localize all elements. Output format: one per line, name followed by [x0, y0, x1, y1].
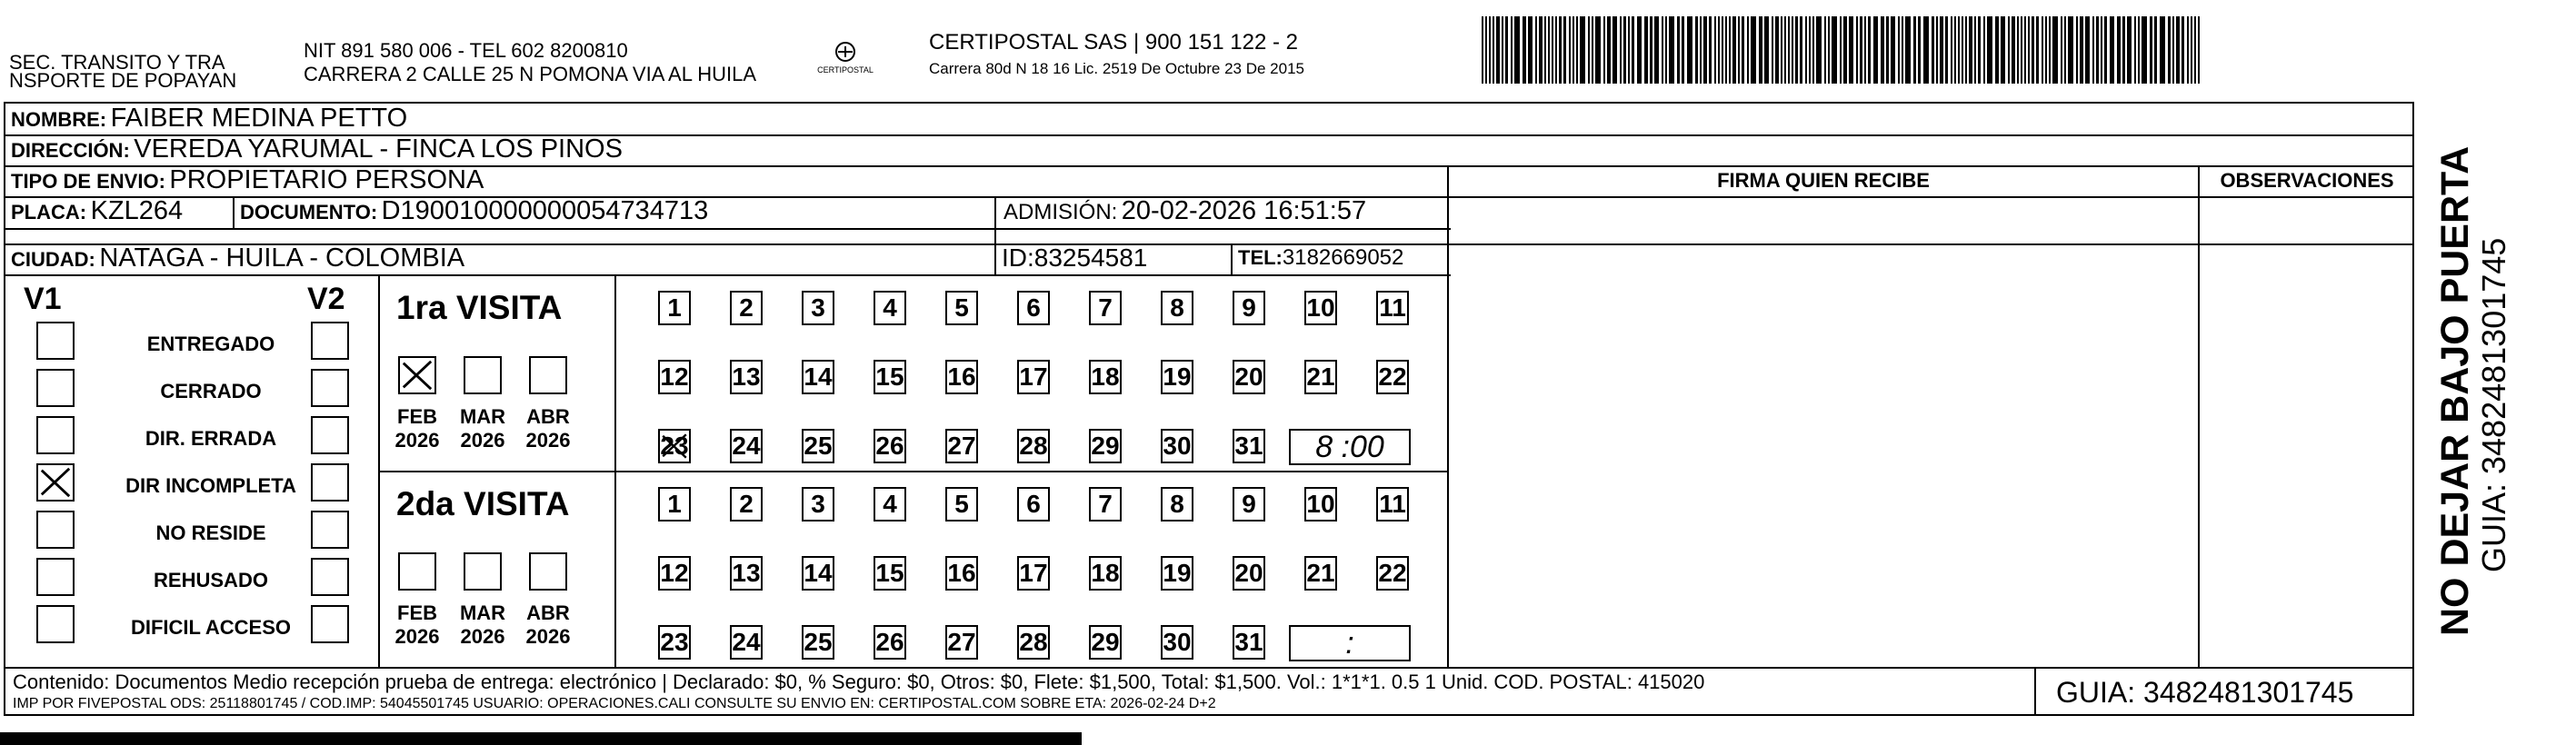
day-box[interactable] — [945, 291, 978, 325]
day-number: 5 — [954, 293, 969, 322]
placa-label: PLACA: — [11, 201, 87, 224]
day-box[interactable] — [730, 291, 763, 325]
day-number: 16 — [947, 559, 976, 587]
nombre-label: NOMBRE: — [11, 108, 107, 131]
day-box[interactable] — [1161, 487, 1193, 522]
day-number: 19 — [1163, 363, 1192, 391]
day-box[interactable] — [802, 429, 834, 463]
day-number: 9 — [1242, 293, 1256, 322]
day-number: 26 — [875, 628, 904, 656]
nombre-value: FAIBER MEDINA PETTO — [110, 104, 408, 133]
day-number: 28 — [1019, 628, 1048, 656]
day-box[interactable] — [802, 291, 834, 325]
tipo-row — [11, 165, 484, 195]
admision-label: ADMISIÓN: — [1003, 200, 1118, 224]
month-checkbox[interactable] — [529, 356, 567, 394]
day-number: 30 — [1163, 628, 1192, 656]
month-checkbox[interactable] — [529, 552, 567, 591]
direccion-row — [11, 134, 623, 164]
day-box[interactable] — [1304, 487, 1337, 522]
visit-title: 2da VISITA — [396, 485, 570, 522]
day-number: 14 — [804, 363, 833, 391]
day-box[interactable] — [1304, 360, 1337, 394]
day-box[interactable] — [874, 360, 906, 394]
day-number: 22 — [1378, 559, 1407, 587]
month-checkbox[interactable] — [398, 552, 436, 591]
day-number: 25 — [804, 628, 833, 656]
ciudad-row — [11, 243, 464, 273]
day-box[interactable] — [874, 429, 906, 463]
day-number: 7 — [1098, 293, 1113, 322]
day-box[interactable] — [1089, 625, 1122, 660]
day-number: 14 — [804, 559, 833, 587]
day-box[interactable] — [1017, 556, 1050, 591]
v1-label: V1 — [24, 282, 62, 316]
day-box[interactable] — [658, 487, 691, 522]
day-box[interactable] — [874, 291, 906, 325]
day-number: 15 — [875, 559, 904, 587]
day-number: 12 — [660, 363, 689, 391]
day-box[interactable] — [658, 429, 691, 463]
scan-edge — [0, 732, 1082, 745]
certipostal-logo — [809, 38, 882, 84]
day-number: 1 — [667, 293, 682, 322]
day-number: 19 — [1163, 559, 1192, 587]
month-year: 2026 — [525, 429, 571, 452]
day-number: 26 — [875, 432, 904, 460]
day-number: 29 — [1091, 628, 1120, 656]
day-number: 8 — [1170, 293, 1184, 322]
month-name: MAR — [459, 601, 506, 624]
v1-checkbox[interactable] — [36, 416, 75, 454]
side-line-2: GUIA: 3482481301745 — [2475, 237, 2512, 572]
day-box[interactable] — [1376, 556, 1409, 591]
nit-line: NIT 891 580 006 - TEL 602 8200810 — [304, 39, 628, 62]
day-box[interactable] — [802, 360, 834, 394]
day-box[interactable] — [730, 556, 763, 591]
footer-guia: GUIA: 3482481301745 — [2056, 676, 2354, 709]
day-box[interactable] — [1017, 429, 1050, 463]
v2-checkbox[interactable] — [311, 416, 349, 454]
day-number: 28 — [1019, 432, 1048, 460]
status-reason-label: CERRADO — [160, 380, 262, 402]
day-box[interactable] — [1376, 291, 1409, 325]
status-reason-label: ENTREGADO — [146, 333, 275, 355]
day-number: 21 — [1306, 363, 1335, 391]
day-number: 8 — [1170, 490, 1184, 518]
v1-checkbox[interactable] — [36, 511, 75, 549]
time-box[interactable]: : — [1289, 625, 1411, 661]
tel-row — [1238, 245, 1403, 271]
tipo-label: TIPO DE ENVIO: — [11, 170, 165, 193]
day-number: 17 — [1019, 559, 1048, 587]
month-year: 2026 — [460, 429, 505, 452]
day-number: 9 — [1242, 490, 1256, 518]
day-number: 20 — [1234, 559, 1263, 587]
side-line-1: NO DEJAR BAJO PUERTA — [2433, 145, 2477, 636]
agency-line-1: SEC. TRANSITO Y TRA — [9, 51, 225, 74]
day-number: 30 — [1163, 432, 1192, 460]
day-box[interactable] — [1304, 556, 1337, 591]
day-number: 20 — [1234, 363, 1263, 391]
day-number: 7 — [1098, 490, 1113, 518]
day-number: 10 — [1306, 490, 1335, 518]
month-name: FEB — [397, 601, 437, 624]
day-box[interactable] — [1233, 291, 1265, 325]
day-number: 13 — [732, 559, 761, 587]
placa-value: KZL264 — [90, 196, 184, 225]
direccion-label: DIRECCIÓN: — [11, 139, 130, 162]
day-box[interactable] — [1161, 291, 1193, 325]
day-number: 6 — [1026, 490, 1041, 518]
day-box[interactable] — [945, 487, 978, 522]
month-label — [455, 601, 510, 649]
day-number: 2 — [739, 490, 754, 518]
day-box[interactable] — [1304, 291, 1337, 325]
barcode — [1482, 16, 2209, 84]
day-box[interactable] — [730, 625, 763, 660]
day-number: 6 — [1026, 293, 1041, 322]
signature-area[interactable] — [1451, 196, 2196, 665]
month-year: 2026 — [460, 625, 505, 648]
v1-checkbox[interactable] — [36, 558, 75, 596]
observaciones-header: OBSERVACIONES — [2220, 169, 2394, 192]
agency-line-2: NSPORTE DE POPAYAN — [9, 69, 237, 92]
day-box[interactable] — [945, 429, 978, 463]
tel-label: TEL: — [1238, 246, 1283, 269]
tipo-value: PROPIETARIO PERSONA — [169, 165, 484, 194]
day-number: 3 — [811, 490, 825, 518]
day-box[interactable] — [1161, 625, 1193, 660]
v2-checkbox[interactable] — [311, 605, 349, 643]
month-year: 2026 — [525, 625, 571, 648]
month-label — [521, 601, 575, 649]
day-box[interactable] — [802, 487, 834, 522]
day-number: 13 — [732, 363, 761, 391]
day-box[interactable] — [1233, 487, 1265, 522]
day-box[interactable] — [1161, 360, 1193, 394]
documento-value: D190010000000054734713 — [381, 196, 709, 225]
day-box[interactable] — [730, 360, 763, 394]
month-label — [455, 405, 510, 452]
status-reason-label: DIR INCOMPLETA — [125, 474, 296, 497]
id-row — [1002, 243, 1147, 273]
day-box[interactable] — [1089, 291, 1122, 325]
day-box[interactable] — [802, 556, 834, 591]
day-box[interactable] — [1089, 360, 1122, 394]
day-box[interactable] — [945, 625, 978, 660]
v2-checkbox[interactable] — [311, 463, 349, 502]
day-number: 1 — [667, 490, 682, 518]
side-text — [2434, 127, 2512, 636]
month-name: ABR — [526, 405, 570, 428]
day-number: 11 — [1379, 293, 1406, 322]
day-number: 16 — [947, 363, 976, 391]
day-number: 12 — [660, 559, 689, 587]
day-number: 4 — [883, 293, 897, 322]
day-number: 4 — [883, 490, 897, 518]
day-box[interactable] — [1233, 625, 1265, 660]
day-check-mark — [660, 431, 689, 462]
company-name: CERTIPOSTAL SAS | 900 151 122 - 2 — [929, 30, 1298, 55]
nombre-row — [11, 104, 407, 134]
day-box[interactable] — [1161, 556, 1193, 591]
day-number: 29 — [1091, 432, 1120, 460]
v2-checkbox[interactable] — [311, 511, 349, 549]
id-label: ID: — [1002, 243, 1034, 272]
tel-value: 3182669052 — [1282, 245, 1404, 270]
day-box[interactable] — [1017, 625, 1050, 660]
day-number: 24 — [732, 628, 761, 656]
day-box[interactable] — [658, 360, 691, 394]
v1-checkbox[interactable] — [36, 463, 75, 502]
day-box[interactable] — [1089, 556, 1122, 591]
status-reason-label: DIR. ERRADA — [145, 427, 277, 450]
day-number: 2 — [739, 293, 754, 322]
day-box[interactable] — [658, 625, 691, 660]
day-number: 5 — [954, 490, 969, 518]
day-number: 27 — [947, 628, 976, 656]
v1-checkbox[interactable] — [36, 322, 75, 360]
day-number: 22 — [1378, 363, 1407, 391]
month-checkbox[interactable] — [398, 356, 436, 394]
v2-checkbox[interactable] — [311, 322, 349, 360]
day-box[interactable] — [1233, 429, 1265, 463]
day-box[interactable] — [802, 625, 834, 660]
firma-header: FIRMA QUIEN RECIBE — [1717, 169, 1930, 192]
day-number: 3 — [811, 293, 825, 322]
day-box[interactable] — [1017, 487, 1050, 522]
footer-imp: IMP POR FIVEPOSTAL ODS: 25118801745 / COD.IMP: 54045501745 USUARIO: OPERACIONES.CALI CONSULTE SU ENVIO EN: CERTIPOSTAL.COM SOBRE ETA: 2026-02-24 D+2 — [13, 696, 1216, 711]
footer-contenido: Contenido: Documentos Medio recepción prueba de entrega: electrónico | Declarado: $0, % Seguro: $0, Otros: $0, Flete: $1,500, Total: $1,500. Vol.: 1*1*1. 0.5 1 Unid. COD. POSTAL: 415020 — [13, 670, 1705, 693]
documento-label: DOCUMENTO: — [240, 201, 378, 224]
admision-row — [1003, 196, 1366, 226]
time-box[interactable]: 8 :00 — [1289, 429, 1411, 465]
day-box[interactable] — [730, 429, 763, 463]
month-label — [390, 601, 444, 649]
placa-row — [11, 196, 183, 226]
admision-value: 20-02-2026 16:51:57 — [1121, 196, 1367, 225]
month-checkbox[interactable] — [464, 356, 502, 394]
ciudad-label: CIUDAD: — [11, 248, 95, 271]
day-number: 21 — [1306, 559, 1335, 587]
day-box[interactable] — [1233, 556, 1265, 591]
day-box[interactable] — [1376, 360, 1409, 394]
v1-checkbox[interactable] — [36, 605, 75, 643]
day-box[interactable] — [658, 556, 691, 591]
license-line: Carrera 80d N 18 16 Lic. 2519 De Octubre 23 De 2015 — [929, 60, 1304, 77]
day-number: 18 — [1091, 363, 1120, 391]
day-box[interactable] — [1017, 291, 1050, 325]
month-year: 2026 — [394, 625, 440, 648]
day-number: 25 — [804, 432, 833, 460]
day-box[interactable] — [1233, 360, 1265, 394]
day-number: 23 — [660, 432, 689, 460]
day-box[interactable] — [658, 291, 691, 325]
day-number: 17 — [1019, 363, 1048, 391]
day-box[interactable] — [945, 360, 978, 394]
day-box[interactable] — [874, 625, 906, 660]
address-line: CARRERA 2 CALLE 25 N POMONA VIA AL HUILA — [304, 63, 757, 85]
v2-checkbox[interactable] — [311, 369, 349, 407]
month-name: ABR — [526, 601, 570, 624]
v2-label: V2 — [307, 282, 345, 316]
day-box[interactable] — [1017, 360, 1050, 394]
visit-title: 1ra VISITA — [396, 289, 563, 326]
day-box[interactable] — [1376, 487, 1409, 522]
day-number: 10 — [1306, 293, 1335, 322]
day-number: 15 — [875, 363, 904, 391]
v1-checkbox[interactable] — [36, 369, 75, 407]
month-name: MAR — [459, 405, 506, 428]
day-box[interactable] — [730, 487, 763, 522]
month-label — [521, 405, 575, 452]
day-number: 24 — [732, 432, 761, 460]
documento-row — [240, 196, 708, 226]
day-box[interactable] — [1089, 487, 1122, 522]
status-reason-label: DIFICIL ACCESO — [130, 616, 291, 639]
observations-area[interactable] — [2202, 196, 2412, 665]
day-box[interactable] — [1089, 429, 1122, 463]
v2-checkbox[interactable] — [311, 558, 349, 596]
svg-text:CERTIPOSTAL: CERTIPOSTAL — [817, 65, 874, 74]
status-reason-label: REHUSADO — [154, 569, 268, 591]
id-value: 83254581 — [1033, 243, 1148, 272]
day-box[interactable] — [874, 556, 906, 591]
day-number: 31 — [1234, 432, 1263, 460]
status-reason-label: NO RESIDE — [155, 522, 266, 544]
month-checkbox[interactable] — [464, 552, 502, 591]
month-year: 2026 — [394, 429, 440, 452]
direccion-value: VEREDA YARUMAL - FINCA LOS PINOS — [134, 134, 623, 164]
day-box[interactable] — [945, 556, 978, 591]
ciudad-value: NATAGA - HUILA - COLOMBIA — [99, 243, 465, 273]
day-number: 18 — [1091, 559, 1120, 587]
day-number: 27 — [947, 432, 976, 460]
day-number: 31 — [1234, 628, 1263, 656]
day-number: 23 — [660, 628, 689, 656]
day-number: 11 — [1379, 490, 1406, 518]
month-name: FEB — [397, 405, 437, 428]
day-box[interactable] — [1161, 429, 1193, 463]
day-box[interactable] — [874, 487, 906, 522]
month-label — [390, 405, 444, 452]
